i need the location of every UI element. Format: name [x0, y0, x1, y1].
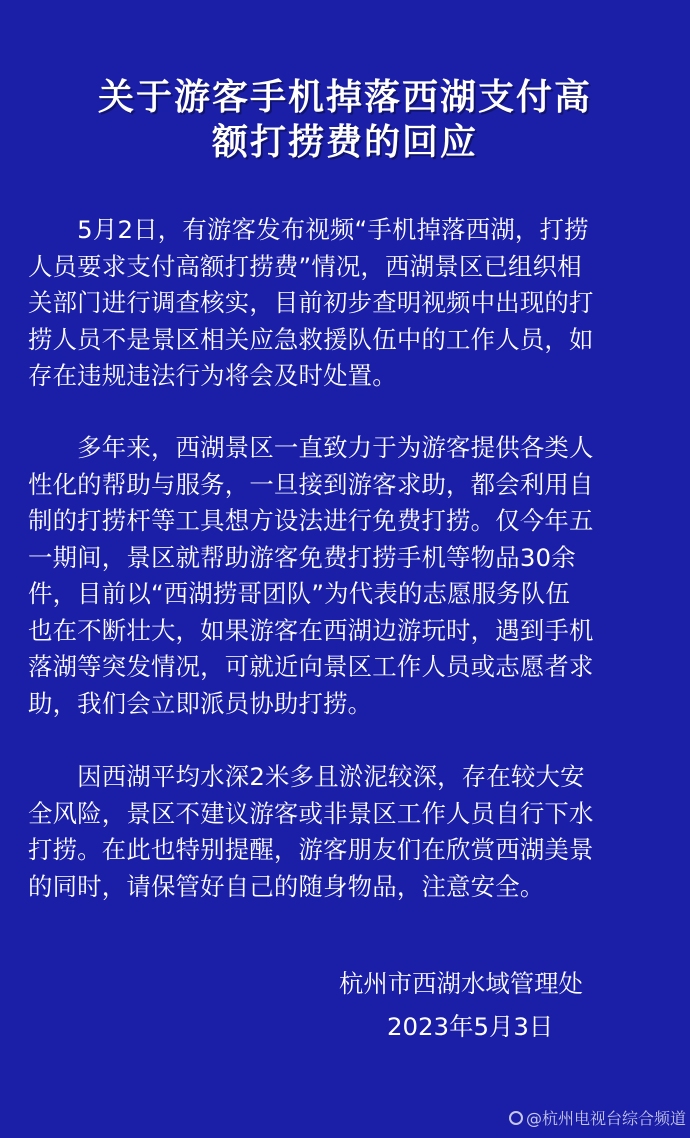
paragraph-line: 助，我们会立即派员协助打捞。	[28, 688, 373, 718]
watermark-text: @杭州电视台综合频道	[525, 1109, 686, 1128]
paragraph-line: 性化的帮助与服务，一旦接到游客求助，都会利用自	[28, 469, 594, 499]
paragraph-line: 也在不断壮大，如果游客在西湖边游玩时，遇到手机	[28, 615, 594, 645]
paragraph-line: 的同时，请保管好自己的随身物品，注意安全。	[28, 871, 545, 901]
watermark	[509, 1106, 686, 1129]
paragraph-line: 全风险，景区不建议游客或非景区工作人员自行下水	[28, 798, 594, 828]
paragraph-line: 多年来，西湖景区一直致力于为游客提供各类人	[28, 433, 594, 462]
title-line-1: 关于游客手机掉落西湖支付高	[97, 77, 592, 118]
paragraph-3	[28, 759, 664, 905]
signature-date: 2023年5月3日	[387, 1012, 554, 1041]
paragraph-line: 件，目前以“西湖捞哥团队”为代表的志愿服务队伍	[28, 579, 571, 608]
paragraph-1	[28, 212, 664, 395]
paragraph-line: 打捞。在此也特别提醒，游客朋友们在欣赏西湖美景	[28, 835, 594, 864]
weibo-logo-icon	[509, 1111, 523, 1125]
paragraph-line: 落湖等突发情况，可就近向景区工作人员或志愿者求	[28, 652, 594, 681]
signature-organization: 杭州市西湖水域管理处	[339, 969, 583, 998]
paragraph-line: 因西湖平均水深2米多且淤泥较深，存在较大安	[28, 762, 585, 791]
paragraph-line: 人员要求支付高额打捞费”情况，西湖景区已组织相	[28, 251, 582, 281]
paragraph-line: 关部门进行调查核实，目前初步查明视频中出现的打	[28, 288, 594, 317]
paragraph-line: 制的打捞杆等工具想方设法进行免费打捞。仅今年五	[28, 506, 594, 535]
paragraph-line: 5月2日，有游客发布视频“手机掉落西湖，打捞	[28, 215, 589, 244]
paragraph-2	[28, 430, 664, 722]
paragraph-line: 一期间，景区就帮助游客免费打捞手机等物品30余	[28, 542, 576, 572]
paragraph-line: 存在违规违法行为将会及时处置。	[28, 361, 397, 390]
paragraph-line: 捞人员不是景区相关应急救援队伍中的工作人员，如	[28, 324, 594, 354]
title-line-2: 额打捞费的回应	[211, 122, 478, 163]
